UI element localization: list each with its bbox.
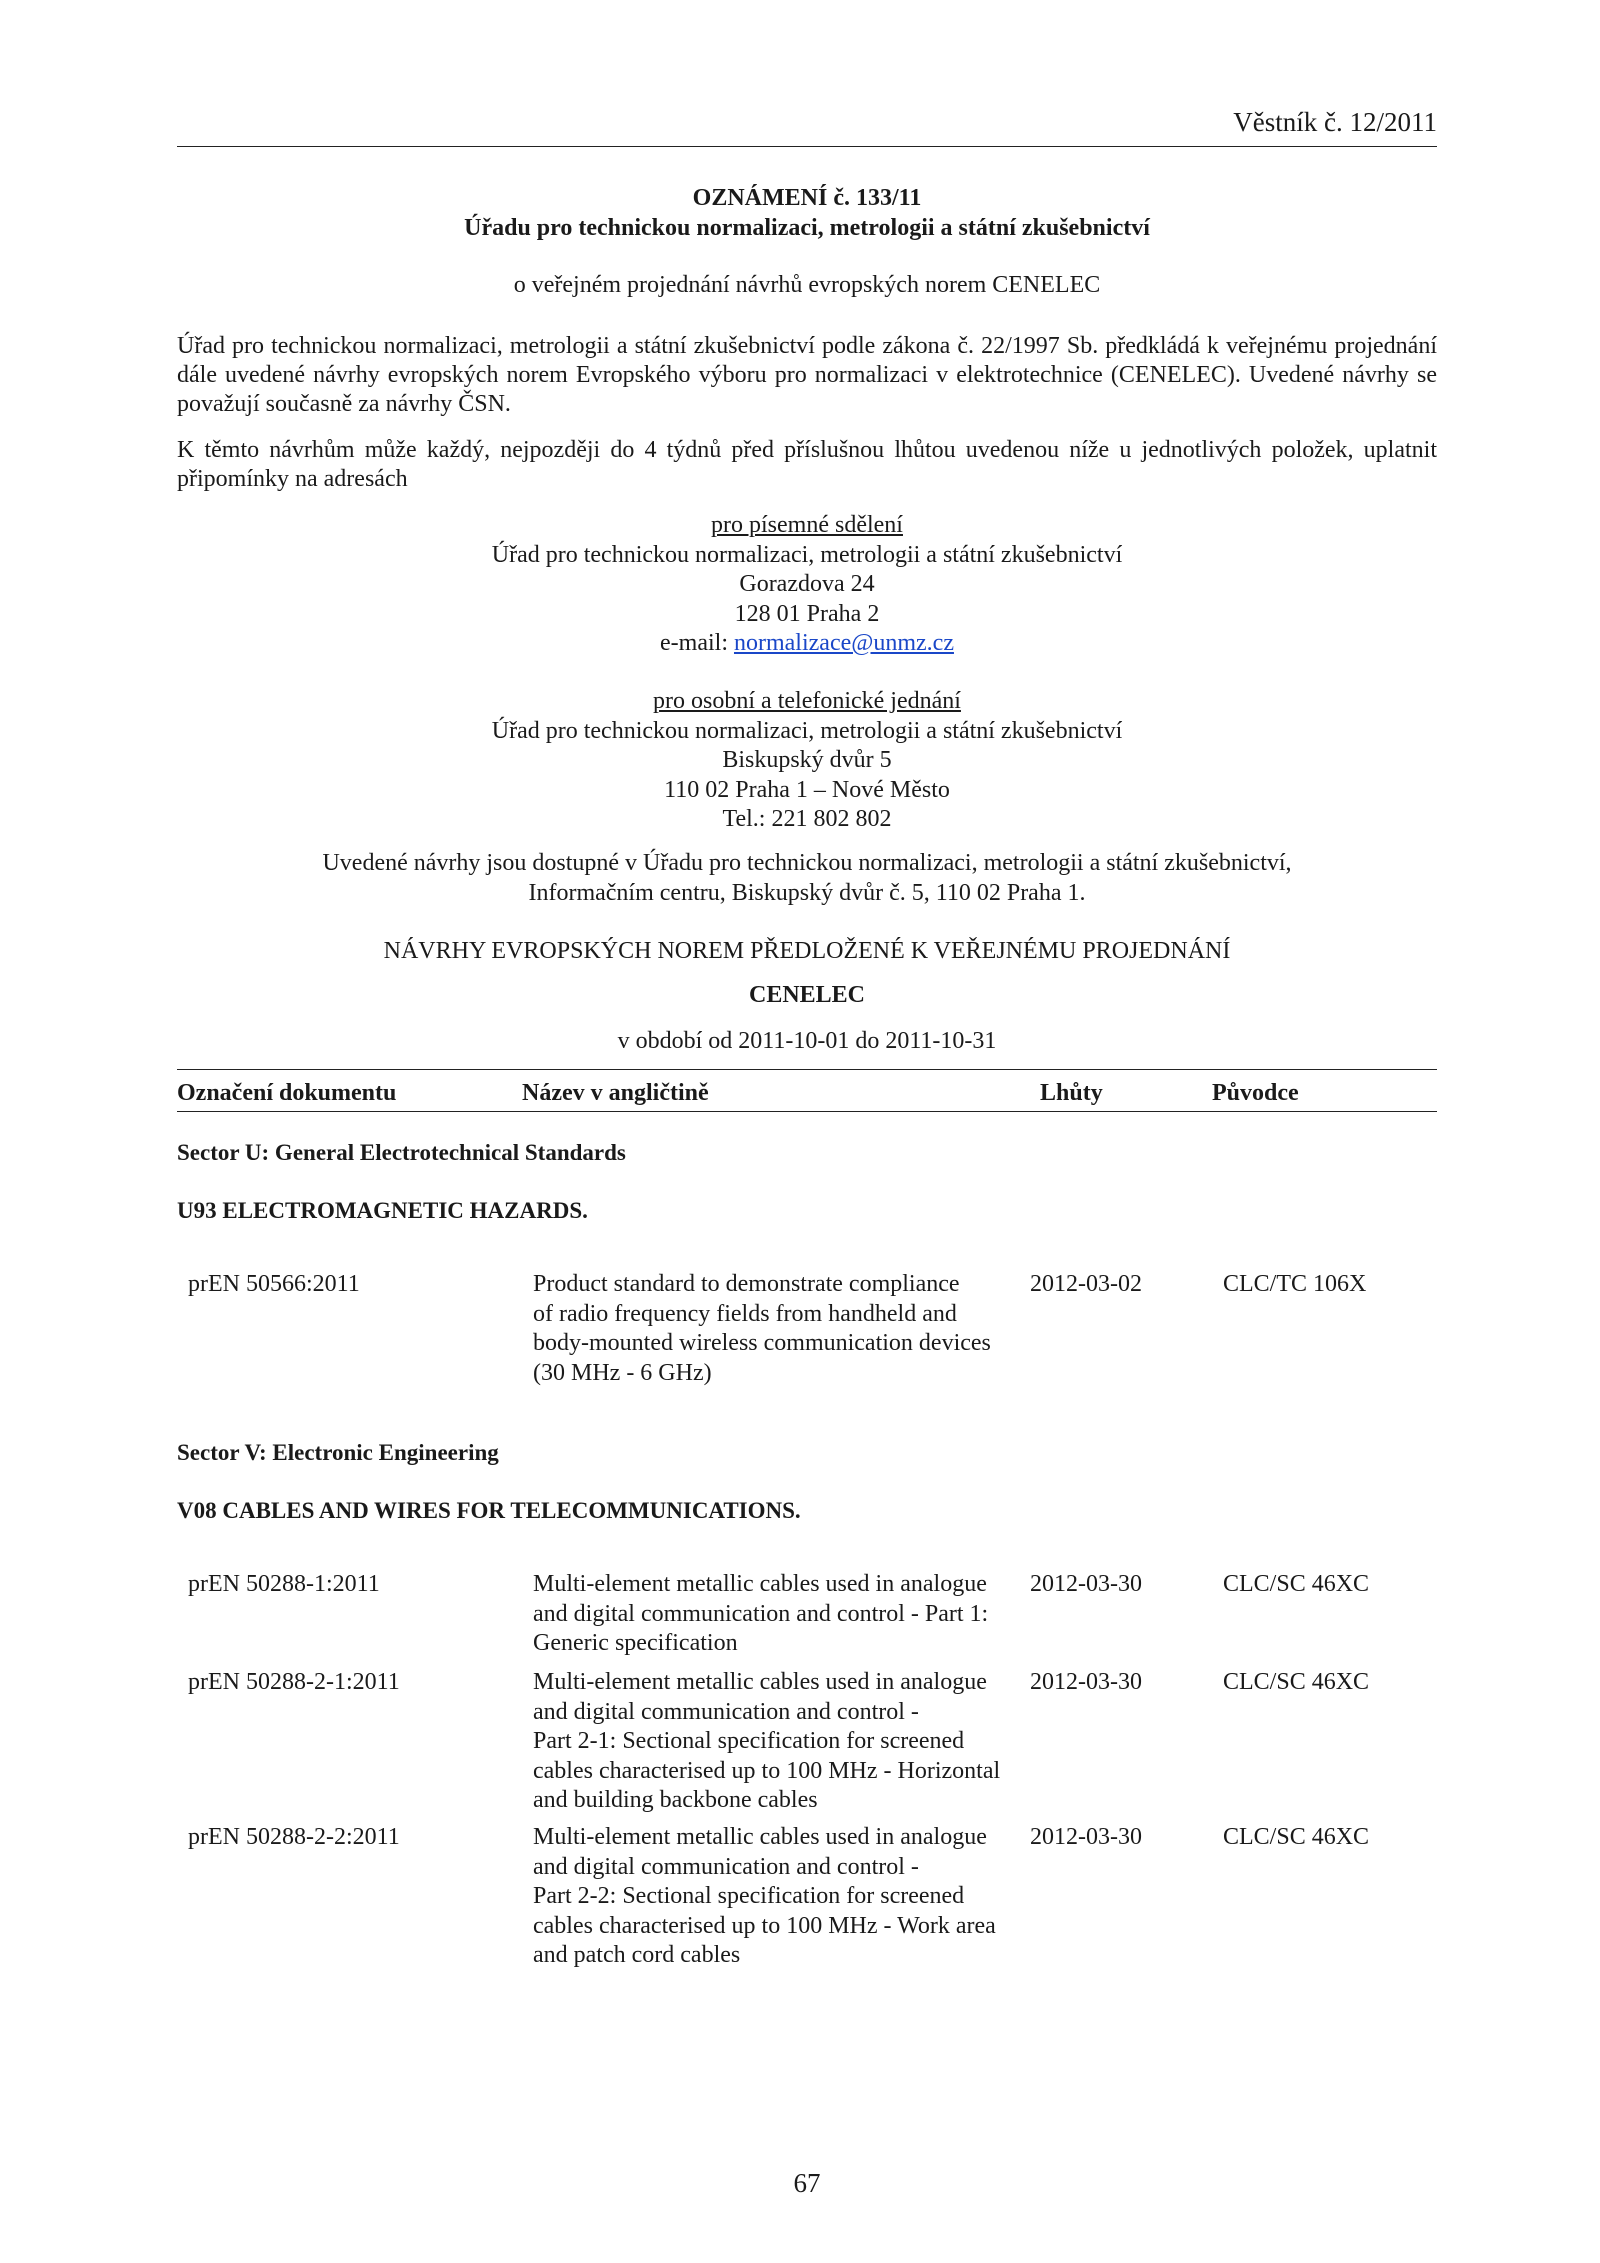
header-document-id: Označení dokumentu (177, 1080, 397, 1106)
email-link[interactable]: normalizace@unmz.cz (733, 630, 954, 656)
title-line: and digital communication and control - Part 1: (533, 1600, 989, 1627)
intro-paragraph: Úřad pro technickou normalizaci, metrologii a státní zkušebnictví podle zákona č. 22/1997 Sb. předkládá k veřejnému projednání dále uvedené návrhy evropských norem Evropského výboru pro normalizaci v elektrotechnice (CENELEC). Uvedené návrhy se považují současně za návrhy ČSN. (177, 333, 1437, 417)
address-personal-heading: pro osobní a telefonické jednání (653, 688, 961, 714)
address-personal (177, 687, 1437, 835)
title-line: body-mounted wireless communication devices (533, 1330, 991, 1356)
header-rule (177, 146, 1437, 147)
address-personal-city: 110 02 Praha 1 – Nové Město (664, 776, 950, 803)
address-personal-phone: Tel.: 221 802 802 (722, 806, 892, 832)
doc-title (533, 1270, 1013, 1388)
title-line: Multi-element metallic cables used in analogue (533, 1571, 987, 1597)
doc-origin: CLC/SC 46XC (1223, 1824, 1370, 1850)
doc-deadline: 2012-03-02 (1030, 1271, 1142, 1297)
table-header-rule (177, 1111, 1437, 1112)
title-line: Part 2-2: Sectional specification for screened (533, 1883, 965, 1909)
doc-id: prEN 50566:2011 (188, 1271, 360, 1297)
address-written (177, 511, 1437, 659)
doc-deadline: 2012-03-30 (1030, 1571, 1142, 1597)
address-personal-street: Biskupský dvůr 5 (722, 747, 892, 773)
notice-number: OZNÁMENÍ č. 133/11 (692, 185, 922, 211)
title-line: cables characterised up to 100 MHz - Horizontal (533, 1757, 1001, 1784)
doc-deadline: 2012-03-30 (1030, 1669, 1142, 1695)
address-written-city: 128 01 Praha 2 (734, 600, 880, 627)
sector-v-heading: Sector V: Electronic Engineering (177, 1440, 499, 1465)
title-line: Multi-element metallic cables used in analogue (533, 1669, 987, 1695)
title-line: Generic specification (533, 1630, 738, 1656)
table-top-rule (177, 1069, 1437, 1070)
address-written-org: Úřad pro technickou normalizaci, metrologii a státní zkušebnictví (491, 541, 1123, 568)
doc-title (533, 1823, 1013, 1971)
section-org: CENELEC (748, 982, 866, 1008)
doc-origin: CLC/SC 46XC (1223, 1571, 1370, 1597)
email-line (177, 629, 1437, 659)
notice-title (177, 183, 1437, 243)
group-v08-heading: V08 CABLES AND WIRES FOR TELECOMMUNICATIONS. (177, 1498, 801, 1523)
address-written-street: Gorazdova 24 (739, 571, 875, 597)
address-written-heading: pro písemné sdělení (711, 512, 903, 538)
availability-note (177, 849, 1437, 908)
title-line: of radio frequency fields from handheld and (533, 1300, 957, 1327)
doc-deadline: 2012-03-30 (1030, 1824, 1142, 1850)
notice-issuer: Úřadu pro technickou normalizaci, metrologii a státní zkušebnictví (464, 215, 1150, 241)
group-u93-heading: U93 ELECTROMAGNETIC HAZARDS. (177, 1198, 588, 1223)
doc-title (533, 1570, 1013, 1659)
title-line: and digital communication and control - (533, 1698, 919, 1725)
doc-id: prEN 50288-1:2011 (188, 1571, 380, 1597)
section-title: NÁVRHY EVROPSKÝCH NOREM PŘEDLOŽENÉ K VEŘEJNÉMU PROJEDNÁNÍ (383, 938, 1231, 964)
doc-origin: CLC/TC 106X (1223, 1271, 1367, 1297)
title-line: cables characterised up to 100 MHz - Work area (533, 1912, 996, 1939)
header-english-title: Název v angličtině (522, 1080, 709, 1106)
title-line: and building backbone cables (533, 1787, 818, 1813)
journal-header: Věstník č. 12/2011 (1233, 107, 1437, 137)
availability-line-2: Informačním centru, Biskupský dvůr č. 5, 110 02 Praha 1. (528, 879, 1086, 906)
availability-line-1: Uvedené návrhy jsou dostupné v Úřadu pro technickou normalizaci, metrologii a státní zkušebnictví, (322, 850, 1292, 876)
header-originator: Původce (1212, 1080, 1299, 1106)
sector-u-heading: Sector U: General Electrotechnical Standards (177, 1140, 626, 1165)
page-number: 67 (793, 2168, 821, 2198)
header-deadline: Lhůty (1040, 1080, 1103, 1106)
doc-id: prEN 50288-2-2:2011 (188, 1824, 400, 1850)
notice-subtitle: o veřejném projednání návrhů evropských norem CENELEC (513, 272, 1101, 298)
doc-origin: CLC/SC 46XC (1223, 1669, 1370, 1695)
title-line: Product standard to demonstrate compliance (533, 1271, 960, 1297)
title-line: Part 2-1: Sectional specification for screened (533, 1728, 965, 1754)
title-line: and patch cord cables (533, 1942, 741, 1968)
title-line: and digital communication and control - (533, 1853, 919, 1880)
title-line: (30 MHz - 6 GHz) (533, 1359, 712, 1386)
title-line: Multi-element metallic cables used in analogue (533, 1824, 987, 1850)
section-period: v období od 2011-10-01 do 2011-10-31 (617, 1028, 997, 1054)
email-label: e-mail: (660, 630, 734, 656)
address-personal-org: Úřad pro technickou normalizaci, metrologii a státní zkušebnictví (491, 717, 1123, 744)
doc-id: prEN 50288-2-1:2011 (188, 1669, 400, 1695)
doc-title (533, 1668, 1013, 1816)
comments-paragraph: K těmto návrhům může každý, nejpozději do 4 týdnů před příslušnou lhůtou uvedenou níže u jednotlivých položek, uplatnit připomínky na adresách (177, 437, 1437, 492)
